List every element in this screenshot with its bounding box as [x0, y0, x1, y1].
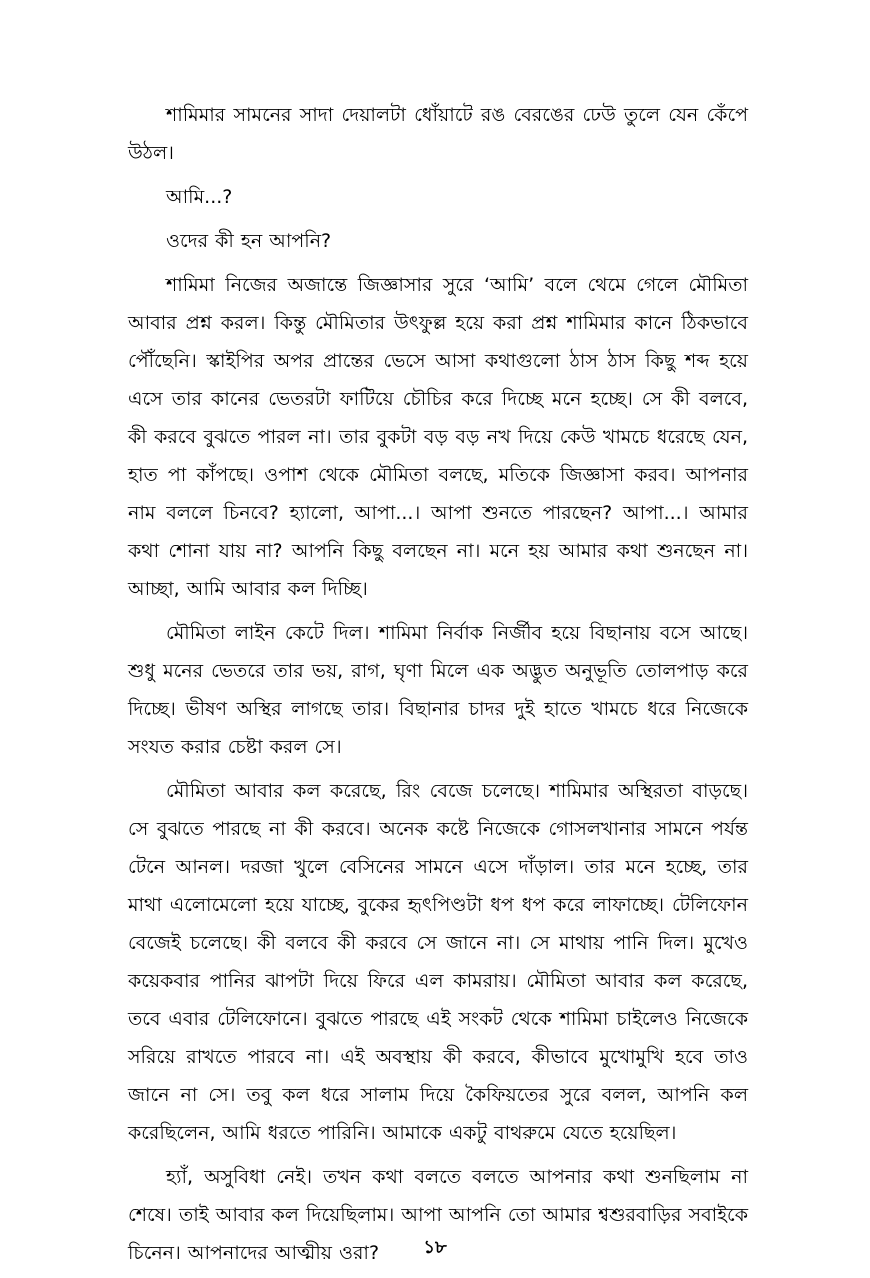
paragraph-skype-call: শামিমা নিজের অজান্তে জিজ্ঞাসার সুরে ‘আমি’ বলে থেমে গেলে মৌমিতা আবার প্রশ্ন করল। কিন্তু মৌমিতার উৎফুল্ল হয়ে করা প্রশ্ন শামিমার কানে ঠিকভাবে পৌঁছেনি। স্কাইপির অপর প্রান্তের ভেসে আসা কথাগুলো ঠাস ঠাস কিছু শব্দ হয়ে এসে তার কানের ভেতরটা ফাটিয়ে চৌচির করে দিচ্ছে মনে হচ্ছে। সে কী বলবে, কী করবে বুঝতে পারল না। তার বুকটা বড় বড় নখ দিয়ে কেউ খামচে ধরেছে যেন, হাত পা কাঁপছে। ওপাশ থেকে মৌমিতা বলছে, মতিকে জিজ্ঞাসা করব। আপনার নাম বললে চিনবে? হ্যালো, আপা...। আপা শুনতে পারছেন? আপা...। আমার কথা শোনা যায় না? আপনি কিছু বলছেন না। মনে হয় আমার কথা শুনছেন না। আচ্ছা, আমি আবার কল দিচ্ছি। [128, 274, 748, 600]
document-page [128, 96, 748, 1278]
paragraph-wall-trembles: শামিমার সামনের সাদা দেয়ালটা ধোঁয়াটে রঙ বেরঙের ঢেউ তুলে যেন কেঁপে উঠল। [128, 104, 748, 164]
page-number: ১৮ [423, 1237, 447, 1258]
paragraph-call-again: মৌমিতা আবার কল করেছে, রিং বেজে চলেছে। শামিমার অস্থিরতা বাড়ছে। সে বুঝতে পারছে না কী করবে। অনেক কষ্টে নিজেকে গোসলখানার সামনে পর্যন্ত টেনে আনল। দরজা খুলে বেসিনের সামনে এসে দাঁড়াল। তার মনে হচ্ছে, তার মাথা এলোমেলো হয়ে যাচ্ছে, বুকের হৃৎপিণ্ডটা ধপ ধপ করে লাফাচ্ছে। টেলিফোন বেজেই চলেছে। কী বলবে কী করবে সে জানে না। সে মাথায় পানি দিল। মুখেও কয়েকবার পানির ঝাপটা দিয়ে ফিরে এল কামরায়। মৌমিতা আবার কল করেছে, তবে এবার টেলিফোনে। বুঝতে পারছে এই সংকট থেকে শামিমা চাইলেও নিজেকে সরিয়ে রাখতে পারবে না। এই অবস্থায় কী করবে, কীভাবে মুখোমুখি হবে তাও জানে না সে। তবু কল ধরে সালাম দিয়ে কৈফিয়তের সুরে বলল, আপনি কল করেছিলেন, আমি ধরতে পারিনি। আমাকে একটু বাথরুমে যেতে হয়েছিল। [128, 780, 748, 1144]
paragraph-line-cut: মৌমিতা লাইন কেটে দিল। শামিমা নির্বাক নির্জীব হয়ে বিছানায় বসে আছে। শুধু মনের ভেতরে তার ভয়, রাগ, ঘৃণা মিলে এক অদ্ভুত অনুভূতি তোলপাড় করে দিচ্ছে। ভীষণ অস্থির লাগছে তার। বিছানার চাদর দুই হাতে খামচে ধরে নিজেকে সংযত করার চেষ্টা করল সে। [128, 622, 748, 758]
paragraph-relatives-question: হ্যাঁ, অসুবিধা নেই। তখন কথা বলতে বলতে আপনার কথা শুনছিলাম না শেষে। তাই আবার কল দিয়েছিলাম। আপা আপনি তো আমার শ্বশুরবাড়ির সবাইকে চিনেন। আপনাদের আত্মীয় ওরা? [128, 1166, 748, 1264]
paragraph-dialogue-question: ওদের কী হন আপনি? [166, 230, 332, 252]
paragraph-dialogue-ami: আমি...? [166, 186, 233, 208]
